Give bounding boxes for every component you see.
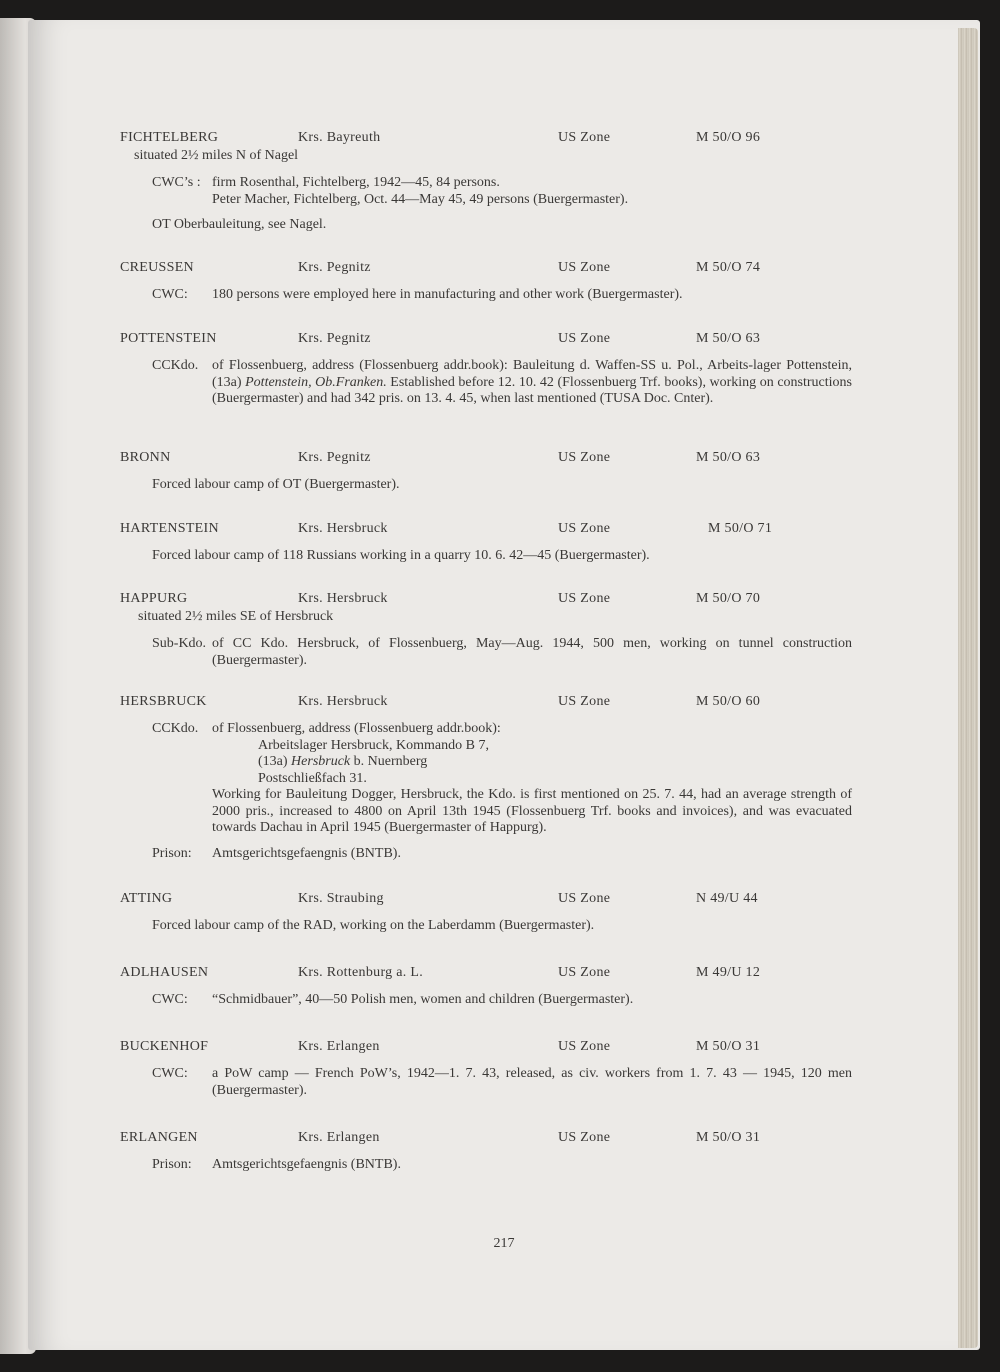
note-text: Peter Macher, Fichtelberg, Oct. 44—May 45, 49 persons (Buergermaster). [212, 191, 629, 207]
district: Krs. Bayreuth [298, 130, 381, 145]
zone: US Zone [558, 591, 611, 606]
zone: US Zone [558, 694, 611, 709]
entry-header [28, 130, 980, 148]
prison-note [28, 1157, 980, 1174]
cwc-note [28, 287, 980, 304]
note-text: of CC Kdo. Hersbruck, of Flossenbuerg, May—Aug. 1944, 500 men, working on tunnel construction (Buergermaster). [212, 636, 852, 668]
note-continued [28, 787, 980, 837]
entry-text: Forced labour camp of the RAD, working on the Laberdamm (Buergermaster). [152, 918, 595, 933]
district: Krs. Hersbruck [298, 521, 388, 536]
note-text-italic: Pottenstein, Ob.Franken. [245, 374, 387, 390]
entry-bronn [28, 450, 980, 494]
place-name: HARTENSTEIN [120, 521, 219, 536]
note-label: Sub-Kdo. [152, 636, 207, 651]
map-reference: M 49/U 12 [696, 965, 761, 980]
entry-hartenstein [28, 521, 980, 565]
cwc-note [28, 1066, 980, 1099]
note-text: firm Rosenthal, Fichtelberg, 1942—45, 84 persons. [212, 175, 500, 190]
address-part: (13a) [258, 754, 292, 769]
place-name: HERSBRUCK [120, 694, 207, 709]
zone: US Zone [558, 891, 611, 906]
note-text: a PoW camp — French PoW’s, 1942—1. 7. 43, released, as civ. workers from 1. 7. 43 — 1945, 120 men (Buergermaster). [212, 1066, 852, 1098]
place-name: POTTENSTEIN [120, 331, 217, 346]
note-label: CCKdo. [152, 358, 199, 373]
entry-text: Forced labour camp of OT (Buergermaster). [152, 477, 400, 492]
address-line [258, 754, 980, 771]
note-label: Prison: [152, 845, 192, 861]
note-text: 180 persons were employed here in manufacturing and other work (Buergermaster). [212, 287, 683, 302]
district: Krs. Hersbruck [298, 591, 388, 606]
entry-header [28, 331, 980, 349]
entry-hersbruck [28, 694, 980, 862]
note-label: Prison: [152, 1157, 192, 1172]
note-text: “Schmidbauer”, 40—50 Polish men, women and children (Buergermaster). [212, 992, 634, 1007]
zone: US Zone [558, 450, 611, 465]
place-name: ADLHAUSEN [120, 965, 209, 980]
district: Krs. Erlangen [298, 1130, 380, 1145]
map-reference: M 50/O 96 [696, 130, 761, 145]
note-label: CWC: [152, 287, 188, 302]
address-line: Arbeitslager Hersbruck, Kommando B 7, [258, 737, 489, 753]
district: Krs. Pegnitz [298, 260, 371, 275]
address-line: Postschließfach 31. [258, 770, 367, 786]
district: Krs. Pegnitz [298, 450, 371, 465]
entry-adlhausen [28, 965, 980, 1009]
address-part: b. Nuernberg [350, 754, 428, 769]
map-reference: M 50/O 31 [696, 1039, 761, 1054]
entry-header [28, 694, 980, 712]
entry-header [28, 591, 980, 609]
map-reference: M 50/O 63 [696, 331, 761, 346]
entry-header [28, 521, 980, 539]
district: Krs. Rottenburg a. L. [298, 965, 424, 980]
prison-note [28, 846, 980, 863]
zone: US Zone [558, 260, 611, 275]
place-name: ATTING [120, 891, 173, 906]
entry-header [28, 260, 980, 278]
district: Krs. Hersbruck [298, 694, 388, 709]
entry-header [28, 1130, 980, 1148]
zone: US Zone [558, 1130, 611, 1145]
district: Krs. Pegnitz [298, 331, 371, 346]
note-text: Working for Bauleitung Dogger, Hersbruck, the Kdo. is first mentioned on 25. 7. 44, had an average strength of 2000 pris., increased to 4800 on April 13th 1945 (Flossenbuerg Trf. books and invoices), and was evacuated towards Dachau in April 1945 (Buergermaster of Happurg). [212, 787, 852, 835]
note-text-a: of Flossenbuerg, address (Flossenbuerg addr.book): Bauleitung d. Waffen-SS u. Pol., Arbeits-lager Pottenstein, (13a) [212, 358, 852, 390]
map-reference: M 50/O 31 [696, 1130, 761, 1145]
entry-atting [28, 891, 980, 935]
place-name: ERLANGEN [120, 1130, 198, 1145]
entry-header [28, 965, 980, 983]
book-page [28, 20, 980, 1350]
entry-erlangen [28, 1130, 980, 1174]
cwc-note [28, 175, 980, 208]
map-reference: M 50/O 71 [708, 521, 773, 536]
map-reference: N 49/U 44 [696, 891, 758, 906]
note-text-b: Established before 12. 10. 42 (Flossenbuerg Trf. books), working on constructions (Buergermaster) and had 342 pris. on 13. 4. 45, when last mentioned (TUSA Doc. Cnter). [212, 374, 852, 406]
district: Krs. Straubing [298, 891, 384, 906]
place-name: CREUSSEN [120, 260, 194, 275]
note-label: CWC: [152, 992, 188, 1007]
place-name: BUCKENHOF [120, 1039, 209, 1054]
zone: US Zone [558, 331, 611, 346]
note-text: of Flossenbuerg, address (Flossenbuerg addr.book): [212, 721, 501, 736]
place-name: BRONN [120, 450, 171, 465]
location-note: situated 2½ miles N of Nagel [134, 148, 299, 163]
location-note: situated 2½ miles SE of Hersbruck [138, 609, 334, 624]
note-text [212, 358, 852, 408]
cc-kdo-note [28, 358, 980, 408]
zone: US Zone [558, 130, 611, 145]
zone: US Zone [558, 521, 611, 536]
zone: US Zone [558, 1039, 611, 1054]
cc-kdo-note [28, 721, 980, 738]
zone: US Zone [558, 965, 611, 980]
place-name: FICHTELBERG [120, 130, 219, 145]
entry-header [28, 450, 980, 468]
district: Krs. Erlangen [298, 1039, 380, 1054]
entry-header [28, 1039, 980, 1057]
note-label: CWC’s : [152, 175, 201, 190]
sub-kdo-note [28, 636, 980, 669]
note-text: Amtsgerichtsgefaengnis (BNTB). [212, 845, 401, 861]
address-italic: Hersbruck [291, 754, 351, 769]
entry-fichtelberg [28, 130, 980, 234]
entry-creussen [28, 260, 980, 304]
entry-text: Forced labour camp of 118 Russians working in a quarry 10. 6. 42—45 (Buergermaster). [152, 548, 650, 563]
note-label: CCKdo. [152, 721, 199, 736]
entry-header [28, 891, 980, 909]
entry-happurg [28, 591, 980, 669]
note-label: CWC: [152, 1066, 188, 1081]
note-text: Amtsgerichtsgefaengnis (BNTB). [212, 1157, 401, 1172]
map-reference: M 50/O 74 [696, 260, 761, 275]
map-reference: M 50/O 70 [696, 591, 761, 606]
right-page-edges [958, 28, 978, 1348]
cwc-note [28, 992, 980, 1009]
entry-buckenhof [28, 1039, 980, 1099]
entry-pottenstein [28, 331, 980, 408]
map-reference: M 50/O 60 [696, 694, 761, 709]
ot-note: OT Oberbauleitung, see Nagel. [152, 217, 327, 232]
page-number: 217 [493, 1236, 515, 1251]
place-name: HAPPURG [120, 591, 188, 606]
map-reference: M 50/O 63 [696, 450, 761, 465]
